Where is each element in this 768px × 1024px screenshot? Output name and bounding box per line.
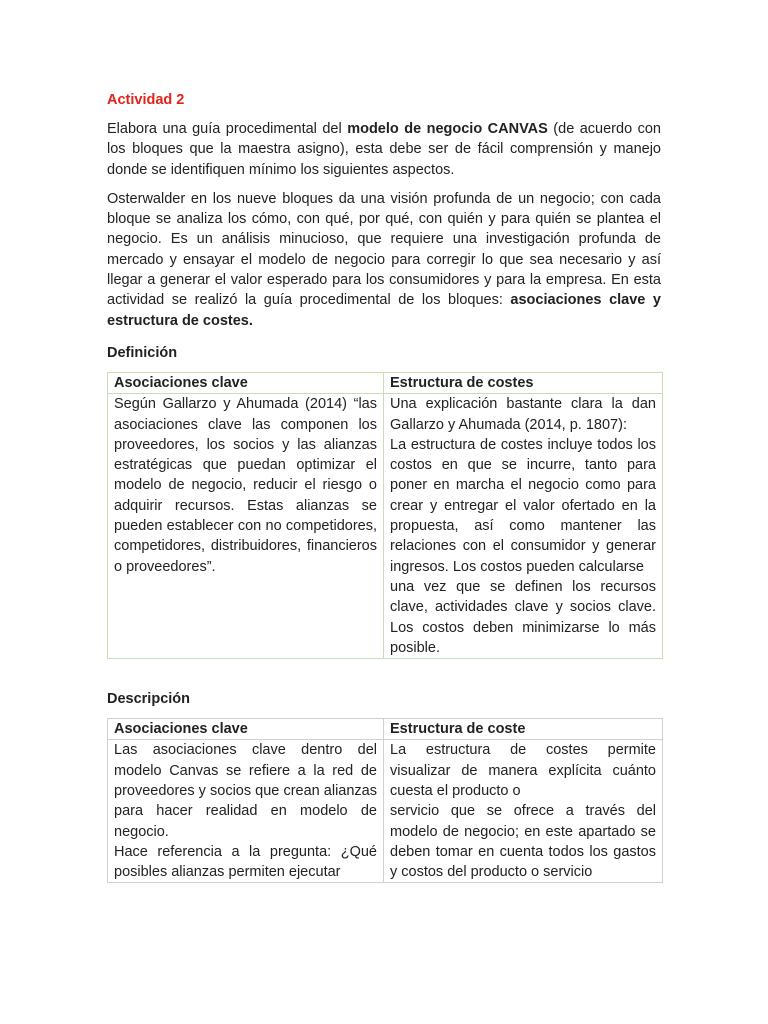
descripcion-col2-header: Estructura de coste: [384, 719, 663, 740]
descripcion-col1-cell: [108, 740, 384, 883]
activity-title: Actividad 2: [107, 92, 185, 108]
table-header-row: [108, 719, 663, 740]
descripcion-table: [107, 718, 663, 883]
context-bold: asociaciones clave y estructura de costes.: [107, 292, 661, 329]
definicion-title: Definición: [107, 344, 178, 361]
descripcion-col1-content: [114, 740, 377, 882]
definicion-col1-cell: Según Gallarzo y Ahumada (2014) “las asociaciones clave las componen los proveedores, los socios y las alianzas estratégicas que puedan optimizar el modelo de negocio, reducir el riesgo o adquirir recursos. Estas alianzas se pueden establecer con no competidores, competidores, distribuidores, financieros o proveedores”.: [108, 394, 384, 659]
context-text: Osterwalder en los nueve bloques da una visión profunda de un negocio; con cada bloque se analiza los cómo, con qué, por qué, con quién y para quién se plantea el negocio. Es un análisis minucioso, que requiere una investigación profunda de mercado y ensayar el modelo de negocio para corregir lo que sea necesario y así llegar a generar el valor esperado para los consumidores y para la empresa. En esta actividad se realizó la guía procedimental de los bloques:: [107, 190, 661, 309]
definicion-col2-paragraph: Una explicación bastante clara la dan Gallarzo y Ahumada (2014, p. 1807):: [390, 396, 656, 433]
definicion-col2-paragraph: La estructura de costes incluye todos los costos en que se incurre, tanto para poner en marcha el negocio como para crear y entregar el valor ofertado en la propuesta, así como mantener las relaciones con el consumidor y generar ingresos. Los costos pueden calcularse: [390, 436, 656, 575]
context-paragraph: [107, 189, 661, 331]
descripcion-col2-cell: [384, 740, 663, 883]
document-page: [107, 90, 661, 883]
descripcion-col1-paragraph: Las asociaciones clave dentro del modelo Canvas se refiere a la red de proveedores y socios que crean alianzas para hacer realidad en modelo de negocio.: [114, 742, 377, 840]
table-header-row: [108, 372, 663, 393]
descripcion-col2-paragraph: servicio que se ofrece a través del modelo de negocio; en este apartado se deben tomar en cuenta todos los gastos y costos del producto o servicio: [390, 803, 656, 881]
descripcion-col2-content: [390, 740, 656, 882]
table-row: [108, 394, 663, 659]
descripcion-col1-header: Asociaciones clave: [108, 719, 384, 740]
intro-paragraph: [107, 119, 661, 180]
definicion-col2-paragraph: una vez que se definen los recursos clave, actividades clave y socios clave. Los costos deben minimizarse lo más posible.: [390, 578, 656, 656]
intro-bold: modelo de negocio CANVAS: [347, 121, 548, 137]
definicion-col2-cell: [384, 394, 663, 659]
intro-text-after: (de acuerdo con los bloques que la maestra asigno), esta debe ser de fácil comprensión y manejo donde se identifiquen mínimo los siguientes aspectos.: [107, 121, 661, 178]
descripcion-col1-paragraph: Hace referencia a la pregunta: ¿Qué posibles alianzas permiten ejecutar: [114, 843, 377, 881]
descripcion-title: Descripción: [107, 691, 190, 708]
definicion-col1-header: Asociaciones clave: [108, 372, 384, 393]
intro-text-before: Elabora una guía procedimental del: [107, 121, 348, 137]
definicion-col2-header: Estructura de costes: [384, 372, 663, 393]
table-row: [108, 740, 663, 883]
descripcion-col2-paragraph: La estructura de costes permite visualizar de manera explícita cuánto cuesta el producto o: [390, 742, 656, 800]
definicion-table: [107, 372, 663, 659]
